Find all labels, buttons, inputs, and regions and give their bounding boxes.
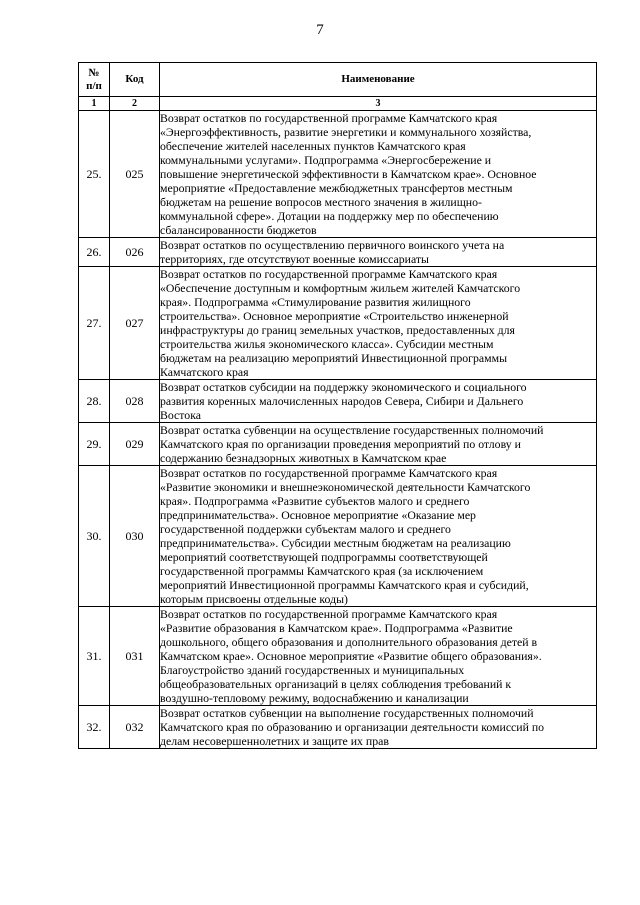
row-name-line: бюджетам на решение вопросов местного значения в жилищно- xyxy=(160,195,482,209)
table-row xyxy=(79,466,597,607)
row-name-line: общеобразовательных организаций в целях соблюдения требований к xyxy=(160,677,512,691)
row-name-line: повышение энергетической эффективности в Камчатском крае». Основное xyxy=(160,167,537,181)
row-name-line: бюджетам на реализацию мероприятий Инвестиционной программы xyxy=(160,351,507,365)
row-name xyxy=(160,706,597,749)
row-code: 026 xyxy=(110,238,160,267)
row-name-line: предпринимательства». Основное мероприятие «Оказание мер xyxy=(160,508,476,522)
header-num-abbr: п/п xyxy=(86,79,102,92)
row-name-line: Востока xyxy=(160,408,201,422)
row-code: 031 xyxy=(110,607,160,706)
row-number: 26. xyxy=(79,238,110,267)
row-name-line: государственной поддержки субъектам малого и среднего xyxy=(160,522,451,536)
row-name-line: Возврат остатков по осуществлению первичного воинского учета на xyxy=(160,238,505,252)
row-code: 030 xyxy=(110,466,160,607)
row-number: 27. xyxy=(79,267,110,380)
row-name-line: сбалансированности бюджетов xyxy=(160,223,317,237)
row-name-line: строительства». Основное мероприятие «Строительство инженерной xyxy=(160,309,509,323)
row-name-line: инфраструктуры до границ земельных участков, предоставленных для xyxy=(160,323,515,337)
row-name-line: коммунальной сфере». Дотации на поддержку мер по обеспечению xyxy=(160,209,499,223)
row-name xyxy=(160,466,597,607)
row-name-line: Камчатском крае». Основное мероприятие «Развитие общего образования». xyxy=(160,649,542,663)
row-name xyxy=(160,607,597,706)
row-name-line: Камчатского края по образованию и организации деятельности комиссий по xyxy=(160,720,545,734)
row-number: 25. xyxy=(79,111,110,238)
row-name-line: Возврат остатков субсидии на поддержку экономического и социального xyxy=(160,380,527,394)
row-name-line: Благоустройство зданий государственных и муниципальных xyxy=(160,663,465,677)
column-index: 1 xyxy=(79,97,110,111)
row-name-line: дошкольного, общего образования и дополнительного образования детей в xyxy=(160,635,538,649)
row-name-line: «Обеспечение доступным и комфортным жильем жителей Камчатского xyxy=(160,281,521,295)
row-name-line: предпринимательства». Субсидии местным бюджетам на реализацию xyxy=(160,536,511,550)
row-name-line: Возврат остатков субвенции на выполнение государственных полномочий xyxy=(160,706,534,720)
header-code: Код xyxy=(110,63,160,97)
row-name-line: Возврат остатков по государственной программе Камчатского края xyxy=(160,111,498,125)
row-name-line: мероприятий соответствующей подпрограммы соответствующей xyxy=(160,550,488,564)
row-name-line: воздушно-тепловому режиму, водоснабжению и канализации xyxy=(160,691,469,705)
table-row xyxy=(79,380,597,423)
page-number: 7 xyxy=(316,22,324,38)
table-row xyxy=(79,607,597,706)
row-name xyxy=(160,238,597,267)
row-name xyxy=(160,380,597,423)
row-name-line: Возврат остатков по государственной программе Камчатского края xyxy=(160,607,498,621)
row-name-line: Камчатского края xyxy=(160,365,249,379)
row-name-line: Возврат остатков по государственной программе Камчатского края xyxy=(160,466,498,480)
row-number: 32. xyxy=(79,706,110,749)
row-name-line: края». Подпрограмма «Развитие субъектов малого и среднего xyxy=(160,494,470,508)
header-num xyxy=(79,63,110,97)
row-name-line: «Развитие экономики и внешнеэкономической деятельности Камчатского xyxy=(160,480,531,494)
column-index: 3 xyxy=(160,97,597,111)
table-row xyxy=(79,423,597,466)
row-name-line: содержанию безнадзорных животных в Камчатском крае xyxy=(160,451,447,465)
table-row xyxy=(79,706,597,749)
row-code: 025 xyxy=(110,111,160,238)
header-name: Наименование xyxy=(160,63,597,97)
row-name-line: делам несовершеннолетних и защите их прав xyxy=(160,734,389,748)
table-row xyxy=(79,111,597,238)
row-name-line: обеспечение жителей населенных пунктов Камчатского края xyxy=(160,139,466,153)
row-code: 028 xyxy=(110,380,160,423)
table-header-row xyxy=(79,63,597,97)
row-name-line: мероприятие «Предоставление межбюджетных трансфертов местным xyxy=(160,181,513,195)
row-name-line: развития коренных малочисленных народов Севера, Сибири и Дальнего xyxy=(160,394,524,408)
row-name-line: Возврат остатка субвенции на осуществление государственных полномочий xyxy=(160,423,544,437)
row-name-line: края». Подпрограмма «Стимулирование развития жилищного xyxy=(160,295,471,309)
row-number: 29. xyxy=(79,423,110,466)
row-name-line: которым присвоены отдельные коды) xyxy=(160,592,348,606)
column-index-row xyxy=(79,97,597,111)
header-num-symbol: № xyxy=(88,66,100,79)
row-number: 28. xyxy=(79,380,110,423)
row-code: 027 xyxy=(110,267,160,380)
row-number: 30. xyxy=(79,466,110,607)
row-name-line: государственной программы Камчатского края (за исключением xyxy=(160,564,484,578)
row-name xyxy=(160,267,597,380)
row-name-line: Возврат остатков по государственной программе Камчатского края xyxy=(160,267,498,281)
table-row xyxy=(79,238,597,267)
row-name-line: коммунальными услугами». Подпрограмма «Энергосбережение и xyxy=(160,153,492,167)
row-code: 032 xyxy=(110,706,160,749)
row-code: 029 xyxy=(110,423,160,466)
row-name xyxy=(160,423,597,466)
table-row xyxy=(79,267,597,380)
row-name-line: территориях, где отсутствуют военные комиссариаты xyxy=(160,252,429,266)
codes-table xyxy=(78,62,597,749)
row-name-line: строительства жилья экономического класса». Субсидии местным xyxy=(160,337,494,351)
row-name-line: «Энергоэффективность, развитие энергетики и коммунального хозяйства, xyxy=(160,125,532,139)
row-name-line: мероприятий Инвестиционной программы Камчатского края и субсидий, xyxy=(160,578,529,592)
row-name-line: «Развитие образования в Камчатском крае». Подпрограмма «Развитие xyxy=(160,621,513,635)
row-name-line: Камчатского края по организации проведения мероприятий по отлову и xyxy=(160,437,521,451)
column-index: 2 xyxy=(110,97,160,111)
row-name xyxy=(160,111,597,238)
row-number: 31. xyxy=(79,607,110,706)
